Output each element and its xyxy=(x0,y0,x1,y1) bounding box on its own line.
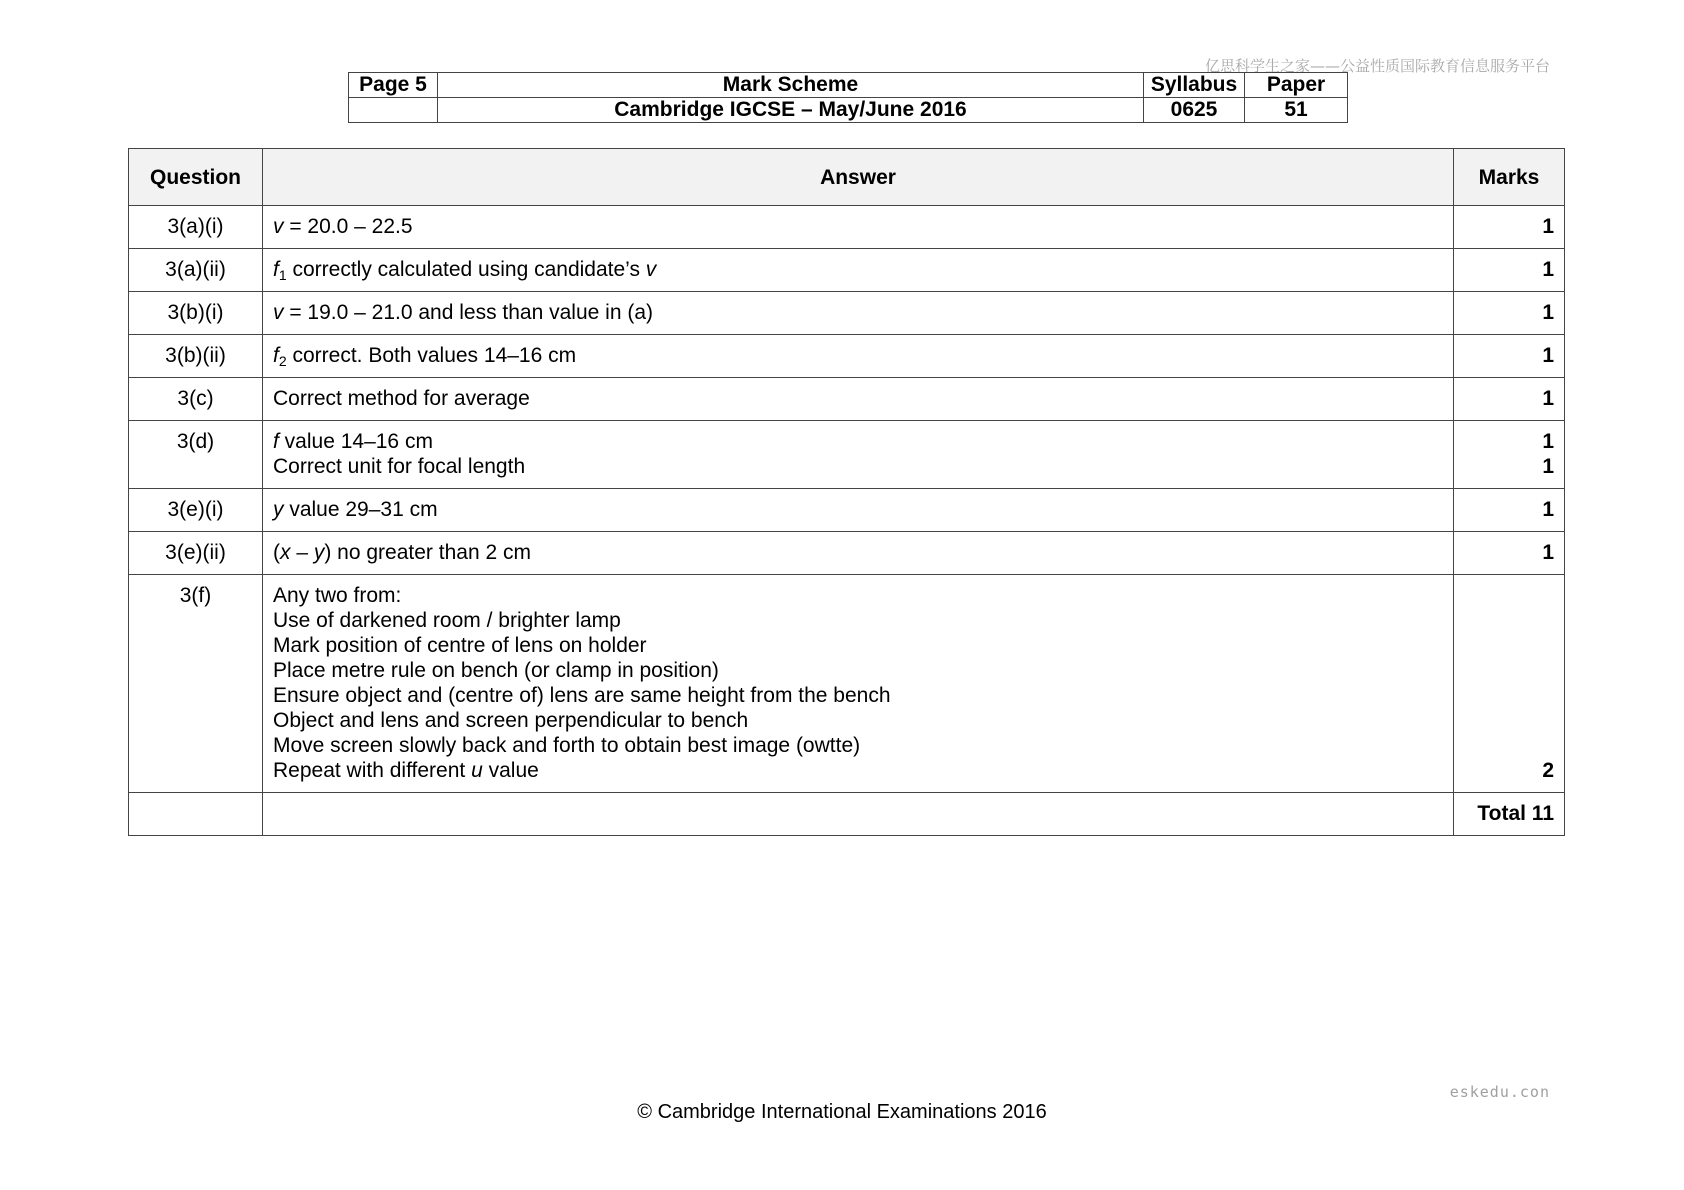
question-number: 3(f) xyxy=(129,575,263,793)
answer-cell xyxy=(263,249,1454,292)
mark-value: 1 xyxy=(1542,301,1554,324)
marks-cell xyxy=(1454,378,1565,421)
table-row xyxy=(129,421,1565,489)
answer-line xyxy=(273,608,1443,633)
answer-line xyxy=(273,583,1443,608)
answer-text: = 19.0 – 21.0 and less than value in (a) xyxy=(283,301,653,324)
answer-text: Correct method for average xyxy=(273,387,530,410)
marks-cell xyxy=(1454,489,1565,532)
mark-value: 1 xyxy=(1542,258,1554,281)
page-blank xyxy=(349,98,438,123)
question-number: 3(c) xyxy=(129,378,263,421)
answer-text: value 29–31 cm xyxy=(283,498,438,521)
mark-value: 1 xyxy=(1542,430,1554,453)
answer-text: value xyxy=(482,759,539,782)
syllabus-code: 0625 xyxy=(1144,98,1245,123)
question-number: 3(e)(ii) xyxy=(129,532,263,575)
total-marks: Total 11 xyxy=(1454,793,1565,836)
mark-value: 2 xyxy=(1542,759,1554,782)
answer-subscript: 2 xyxy=(278,353,287,369)
answer-text: Move screen slowly back and forth to obtain best image (owtte) xyxy=(273,734,861,757)
answer-text: value 14–16 cm xyxy=(278,430,433,453)
mark-value: 1 xyxy=(1542,215,1554,238)
header-table xyxy=(348,72,1348,123)
answer-cell xyxy=(263,378,1454,421)
answer-header: Answer xyxy=(263,149,1454,206)
marks-cell xyxy=(1454,292,1565,335)
total-answer-blank xyxy=(263,793,1454,836)
marks-cell xyxy=(1454,575,1565,793)
answer-text: Any two from: xyxy=(273,584,402,607)
answer-line xyxy=(273,758,1443,783)
table-row xyxy=(129,249,1565,292)
doc-title: Mark Scheme xyxy=(438,73,1144,98)
mark-value: 1 xyxy=(1542,498,1554,521)
answer-cell xyxy=(263,575,1454,793)
question-number: 3(a)(i) xyxy=(129,206,263,249)
answer-cell xyxy=(263,532,1454,575)
question-number: 3(b)(ii) xyxy=(129,335,263,378)
answer-line xyxy=(273,683,1443,708)
question-header: Question xyxy=(129,149,263,206)
exam-title: Cambridge IGCSE – May/June 2016 xyxy=(438,98,1144,123)
answer-line xyxy=(273,300,1443,325)
answer-line xyxy=(273,343,1443,368)
mark-value: 1 xyxy=(1542,387,1554,410)
answer-cell xyxy=(263,335,1454,378)
marks-header: Marks xyxy=(1454,149,1565,206)
answer-line xyxy=(273,708,1443,733)
page-label: Page 5 xyxy=(349,73,438,98)
answer-symbol: f xyxy=(273,258,279,281)
marks-cell xyxy=(1454,249,1565,292)
answer-text: correct. Both values 14–16 cm xyxy=(286,344,577,367)
table-row xyxy=(129,206,1565,249)
answer-line xyxy=(273,497,1443,522)
marks-cell xyxy=(1454,335,1565,378)
answer-text: Use of darkened room / brighter lamp xyxy=(273,609,621,632)
question-number: 3(e)(i) xyxy=(129,489,263,532)
question-number: 3(b)(i) xyxy=(129,292,263,335)
answer-text: = 20.0 – 22.5 xyxy=(283,215,413,238)
answer-text: Correct unit for focal length xyxy=(273,455,526,478)
answer-text: correctly calculated using candidate’s xyxy=(286,258,646,281)
answer-symbol: v xyxy=(273,301,284,324)
copyright-footer: © Cambridge International Examinations 2016 xyxy=(637,1101,1047,1123)
answer-symbol: y xyxy=(273,498,284,521)
answer-line xyxy=(273,386,1443,411)
answer-symbol: f xyxy=(273,344,279,367)
answer-line xyxy=(273,454,1443,479)
answer-line xyxy=(273,733,1443,758)
question-number: 3(a)(ii) xyxy=(129,249,263,292)
mark-value: 1 xyxy=(1542,541,1554,564)
mark-value: 1 xyxy=(1542,455,1554,478)
table-row xyxy=(129,292,1565,335)
table-row xyxy=(129,378,1565,421)
marks-cell xyxy=(1454,532,1565,575)
total-row xyxy=(129,793,1565,836)
answer-line xyxy=(273,540,1443,565)
answer-line xyxy=(273,429,1443,454)
mark-scheme-table xyxy=(128,148,1565,836)
answer-line xyxy=(273,214,1443,239)
answer-text: ) no greater than 2 cm xyxy=(324,541,531,564)
watermark-bottom: eskedu.con xyxy=(1449,1083,1550,1101)
table-row xyxy=(129,575,1565,793)
answer-text: ( xyxy=(273,541,280,564)
answer-symbol: u xyxy=(471,759,483,782)
table-row xyxy=(129,489,1565,532)
answer-line xyxy=(273,658,1443,683)
answer-cell xyxy=(263,489,1454,532)
answer-symbol: x – y xyxy=(280,541,325,564)
answer-text: Mark position of centre of lens on holder xyxy=(273,634,647,657)
table-row xyxy=(129,532,1565,575)
answer-cell xyxy=(263,292,1454,335)
syllabus-label: Syllabus xyxy=(1144,73,1245,98)
total-question-blank xyxy=(129,793,263,836)
table-row xyxy=(129,335,1565,378)
answer-line xyxy=(273,257,1443,282)
question-number: 3(d) xyxy=(129,421,263,489)
marks-cell xyxy=(1454,421,1565,489)
answer-symbol: v xyxy=(273,215,284,238)
paper-label: Paper xyxy=(1245,73,1348,98)
answer-symbol: v xyxy=(645,258,657,281)
answer-text: Ensure object and (centre of) lens are same height from the bench xyxy=(273,684,891,707)
paper-number: 51 xyxy=(1245,98,1348,123)
answer-text: Place metre rule on bench (or clamp in position) xyxy=(273,659,719,682)
answer-cell xyxy=(263,421,1454,489)
answer-subscript: 1 xyxy=(278,267,287,283)
answer-cell xyxy=(263,206,1454,249)
answer-line xyxy=(273,633,1443,658)
answer-text: Object and lens and screen perpendicular to bench xyxy=(273,709,749,732)
answer-symbol: f xyxy=(273,430,279,453)
answer-text: Repeat with different xyxy=(273,759,472,782)
marks-cell xyxy=(1454,206,1565,249)
watermark-top: 亿思科学生之家——公益性质国际教育信息服务平台 xyxy=(1204,57,1550,75)
mark-value: 1 xyxy=(1542,344,1554,367)
